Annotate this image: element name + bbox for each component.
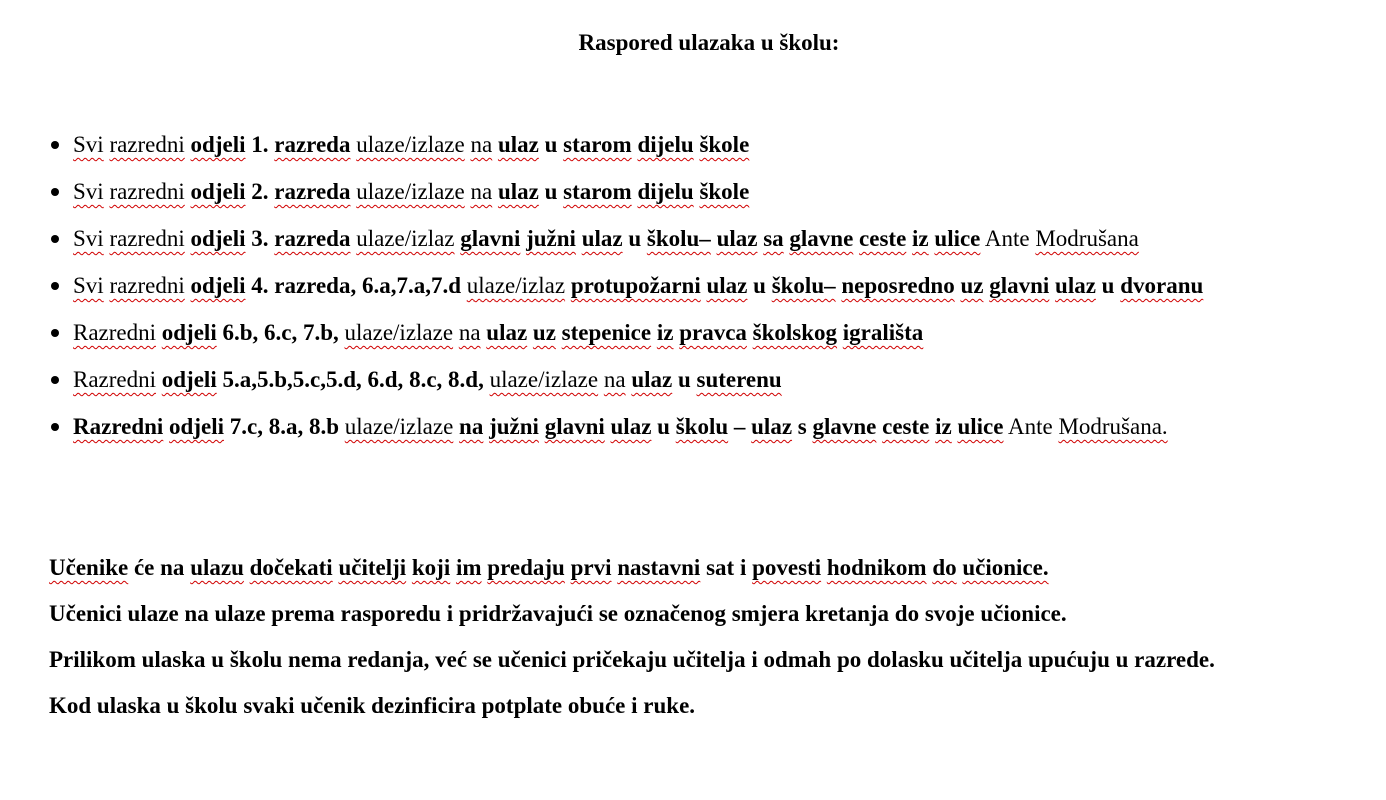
list-item: Svi razredni odjeli 3. razreda ulaze/izlaz glavni južni ulaz u školu– ulaz sa glavne ceste iz ulice Ante Modrušana bbox=[49, 215, 1360, 262]
bullet-icon bbox=[51, 282, 59, 290]
paragraph: Učenike će na ulazu dočekati učitelji koji im predaju prvi nastavni sat i povesti hodnikom do učionice. bbox=[49, 555, 1049, 580]
list-item: Razredni odjeli 5.a,5.b,5.c,5.d, 6.d, 8.c, 8.d, ulaze/izlaze na ulaz u suterenu bbox=[49, 356, 1360, 403]
list-item: Razredni odjeli 6.b, 6.c, 7.b, ulaze/izlaze na ulaz uz stepenice iz pravca školskog igrališta bbox=[49, 309, 1360, 356]
paragraph: Prilikom ulaska u školu nema redanja, već se učenici pričekaju učitelja i odmah po dolasku učitelja upućuju u razrede. bbox=[49, 647, 1215, 672]
bullet-icon bbox=[51, 188, 59, 196]
list-item: Svi razredni odjeli 2. razreda ulaze/izlaze na ulaz u starom dijelu škole bbox=[49, 168, 1360, 215]
paragraph: Učenici ulaze na ulaze prema rasporedu i pridržavajući se označenog smjera kretanja do svoje učionice. bbox=[49, 601, 1067, 626]
bullet-icon bbox=[51, 329, 59, 337]
list-item: Svi razredni odjeli 1. razreda ulaze/izlaze na ulaz u starom dijelu škole bbox=[49, 121, 1360, 168]
paragraph: Kod ulaska u školu svaki učenik dezinficira potplate obuće i ruke. bbox=[49, 693, 696, 718]
list-item: Svi razredni odjeli 4. razreda, 6.a,7.a,7.d ulaze/izlaz protupožarni ulaz u školu– neposredno uz glavni ulaz u dvoranu bbox=[49, 262, 1360, 309]
bullet-icon bbox=[51, 141, 59, 149]
instructions bbox=[49, 545, 1339, 729]
document-title: Raspored ulazaka u školu: bbox=[578, 30, 840, 55]
bullet-icon bbox=[51, 235, 59, 243]
entry-schedule-list bbox=[49, 121, 1360, 450]
bullet-icon bbox=[51, 423, 59, 431]
bullet-icon bbox=[51, 376, 59, 384]
list-item: Razredni odjeli 7.c, 8.a, 8.b ulaze/izlaze na južni glavni ulaz u školu – ulaz s glavne ceste iz ulice Ante Modrušana. bbox=[49, 403, 1360, 450]
